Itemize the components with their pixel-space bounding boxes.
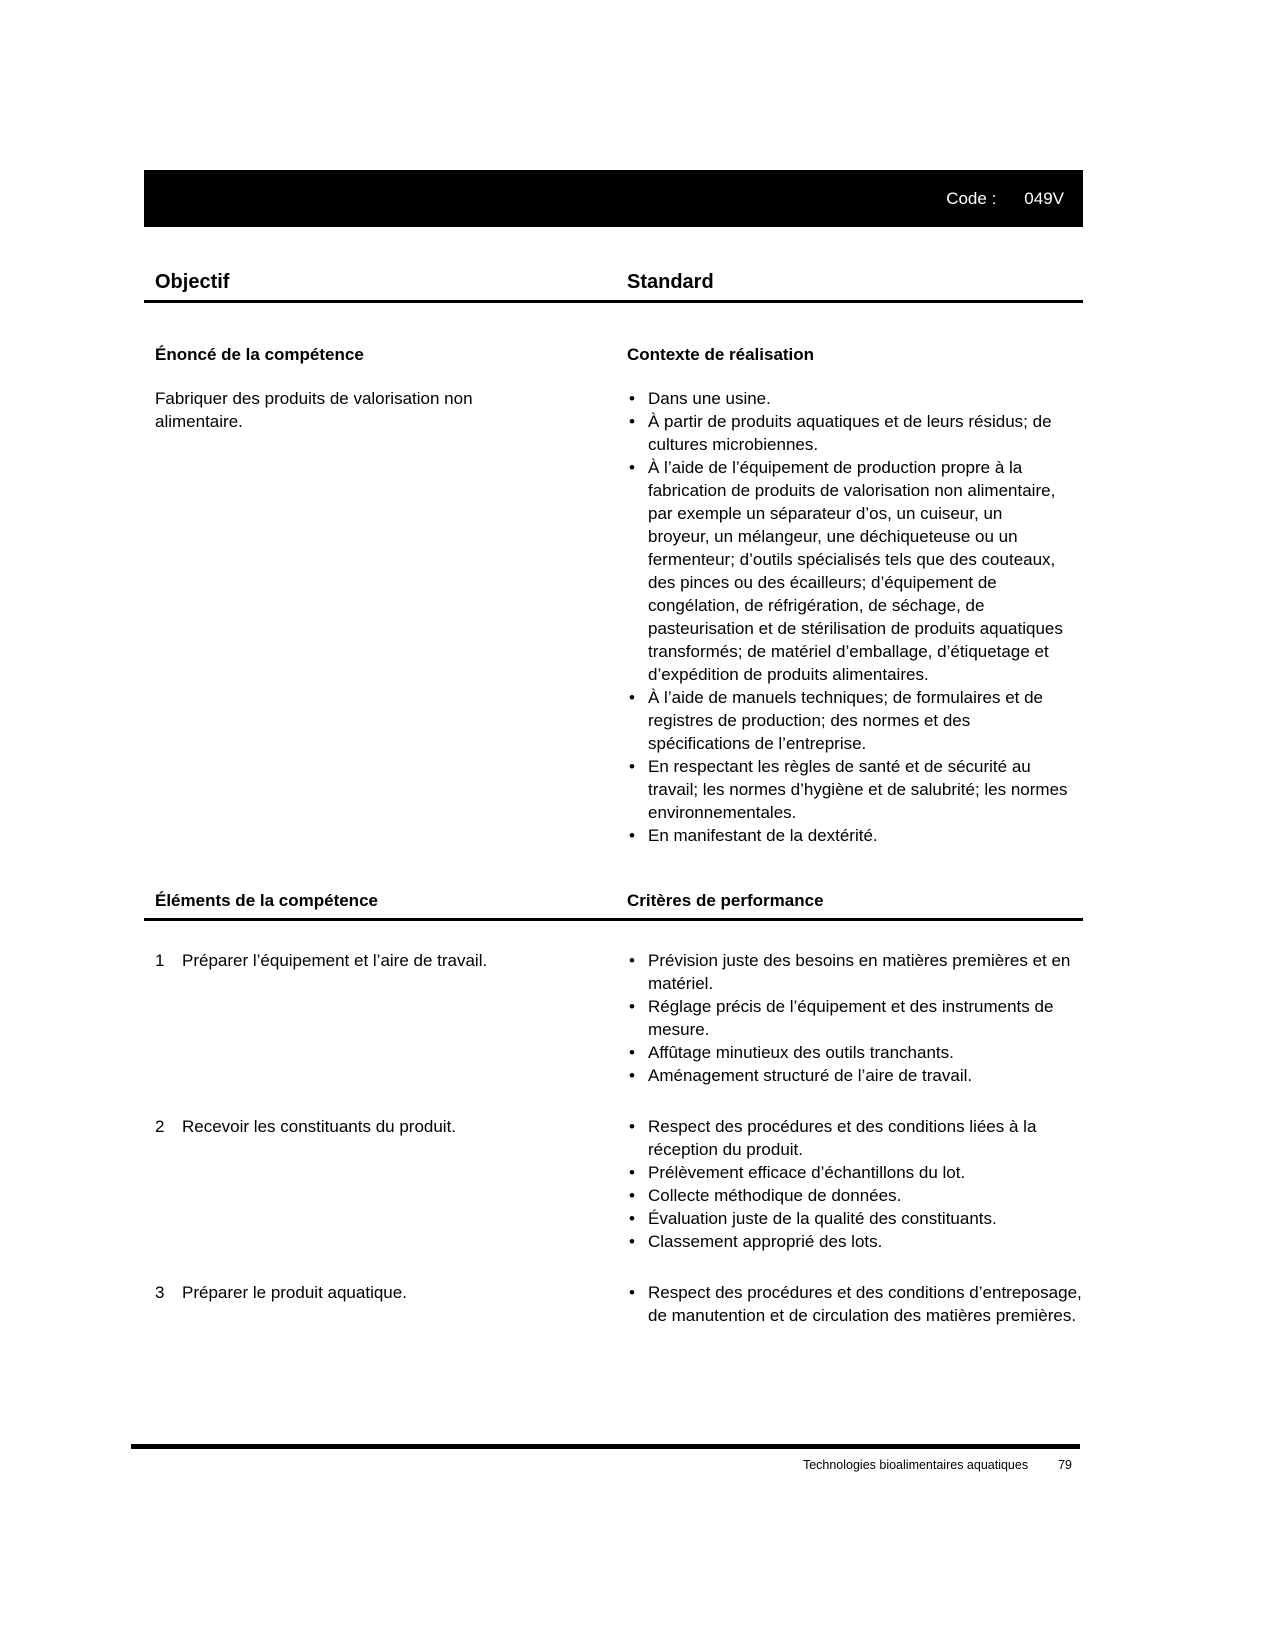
criteria-bullet: • Respect des procédures et des conditions d’entreposage, de manutention et de circulation des matières premières. bbox=[627, 1281, 1083, 1327]
page-content bbox=[144, 170, 1083, 1327]
element-item bbox=[155, 1115, 627, 1253]
element-number: 3 bbox=[155, 1283, 165, 1302]
statement-column bbox=[155, 343, 627, 847]
footer-divider bbox=[131, 1444, 1080, 1449]
code-value: 049V bbox=[1024, 188, 1064, 208]
footer-page-number: 79 bbox=[1058, 1458, 1072, 1472]
context-bullet: • À l’aide de manuels techniques; de formulaires et de registres de production; des normes et des spécifications de l’entreprise. bbox=[627, 686, 1068, 755]
context-bullet: • À l’aide de l’équipement de production propre à la fabrication de produits de valorisation non alimentaire, par exemple un séparateur d’os, un cuiseur, un broyeur, un mélangeur, une déchiqueteuse ou un fermenteur; d’outils spécialisés tels que des couteaux, des pinces ou des écailleurs; d’équipement de congélation, de réfrigération, de séchage, de pasteurisation et de stérilisation de produits aquatiques transformés; de matériel d’emballage, d’étiquetage et d’expédition de produits alimentaires. bbox=[627, 456, 1068, 686]
code-header-bar bbox=[144, 170, 1083, 227]
context-bullet: • À partir de produits aquatiques et de leurs résidus; de cultures microbiennes. bbox=[627, 410, 1068, 456]
criteria-bullet: • Respect des procédures et des conditions liées à la réception du produit. bbox=[627, 1115, 1083, 1161]
context-bullet: • Dans une usine. bbox=[627, 387, 1068, 410]
criteria-heading: Critères de performance bbox=[627, 891, 824, 910]
standard-heading: Standard bbox=[627, 271, 714, 293]
context-column bbox=[627, 343, 1083, 847]
footer-label: Technologies bioalimentaires aquatiques bbox=[802, 1458, 1029, 1472]
footer-text bbox=[131, 1458, 1080, 1472]
criteria-list bbox=[627, 1115, 1083, 1253]
headings-divider bbox=[144, 300, 1083, 303]
criteria-list bbox=[627, 949, 1083, 1087]
code-label: Code : bbox=[946, 188, 997, 208]
element-item bbox=[155, 1281, 627, 1327]
criteria-bullet: • Collecte méthodique de données. bbox=[627, 1184, 1083, 1207]
criteria-bullet: • Classement approprié des lots. bbox=[627, 1230, 1083, 1253]
column-headings-row bbox=[144, 271, 1083, 294]
context-bullet-list bbox=[627, 387, 1068, 847]
statement-text: Fabriquer des produits de valorisation non alimentaire. bbox=[155, 389, 473, 431]
element-label: Préparer le produit aquatique. bbox=[182, 1283, 407, 1302]
element-row-3 bbox=[144, 1281, 1083, 1327]
element-label: Préparer l’équipement et l’aire de travail. bbox=[182, 951, 488, 970]
objectif-heading: Objectif bbox=[155, 271, 230, 293]
elements-heading: Éléments de la compétence bbox=[155, 891, 378, 910]
criteria-bullet: • Prévision juste des besoins en matières premières et en matériel. bbox=[627, 949, 1083, 995]
element-row-2 bbox=[144, 1115, 1083, 1253]
criteria-bullet: • Aménagement structuré de l’aire de travail. bbox=[627, 1064, 1083, 1087]
statement-heading: Énoncé de la compétence bbox=[155, 345, 364, 364]
context-heading: Contexte de réalisation bbox=[627, 345, 815, 364]
criteria-list bbox=[627, 1281, 1083, 1327]
criteria-bullet: • Réglage précis de l’équipement et des instruments de mesure. bbox=[627, 995, 1083, 1041]
elements-headings-row bbox=[144, 891, 1083, 921]
context-bullet: • En manifestant de la dextérité. bbox=[627, 824, 1068, 847]
element-number: 1 bbox=[155, 951, 165, 970]
criteria-bullet: • Affûtage minutieux des outils tranchants. bbox=[627, 1041, 1083, 1064]
competence-section bbox=[144, 343, 1083, 847]
element-row-1 bbox=[144, 949, 1083, 1087]
criteria-bullet: • Prélèvement efficace d’échantillons du lot. bbox=[627, 1161, 1083, 1184]
criteria-bullet: • Évaluation juste de la qualité des constituants. bbox=[627, 1207, 1083, 1230]
element-number: 2 bbox=[155, 1117, 165, 1136]
context-bullet: • En respectant les règles de santé et de sécurité au travail; les normes d’hygiène et de salubrité; les normes environnementales. bbox=[627, 755, 1068, 824]
element-item bbox=[155, 949, 627, 1087]
element-label: Recevoir les constituants du produit. bbox=[182, 1117, 457, 1136]
page-footer bbox=[131, 1444, 1080, 1472]
